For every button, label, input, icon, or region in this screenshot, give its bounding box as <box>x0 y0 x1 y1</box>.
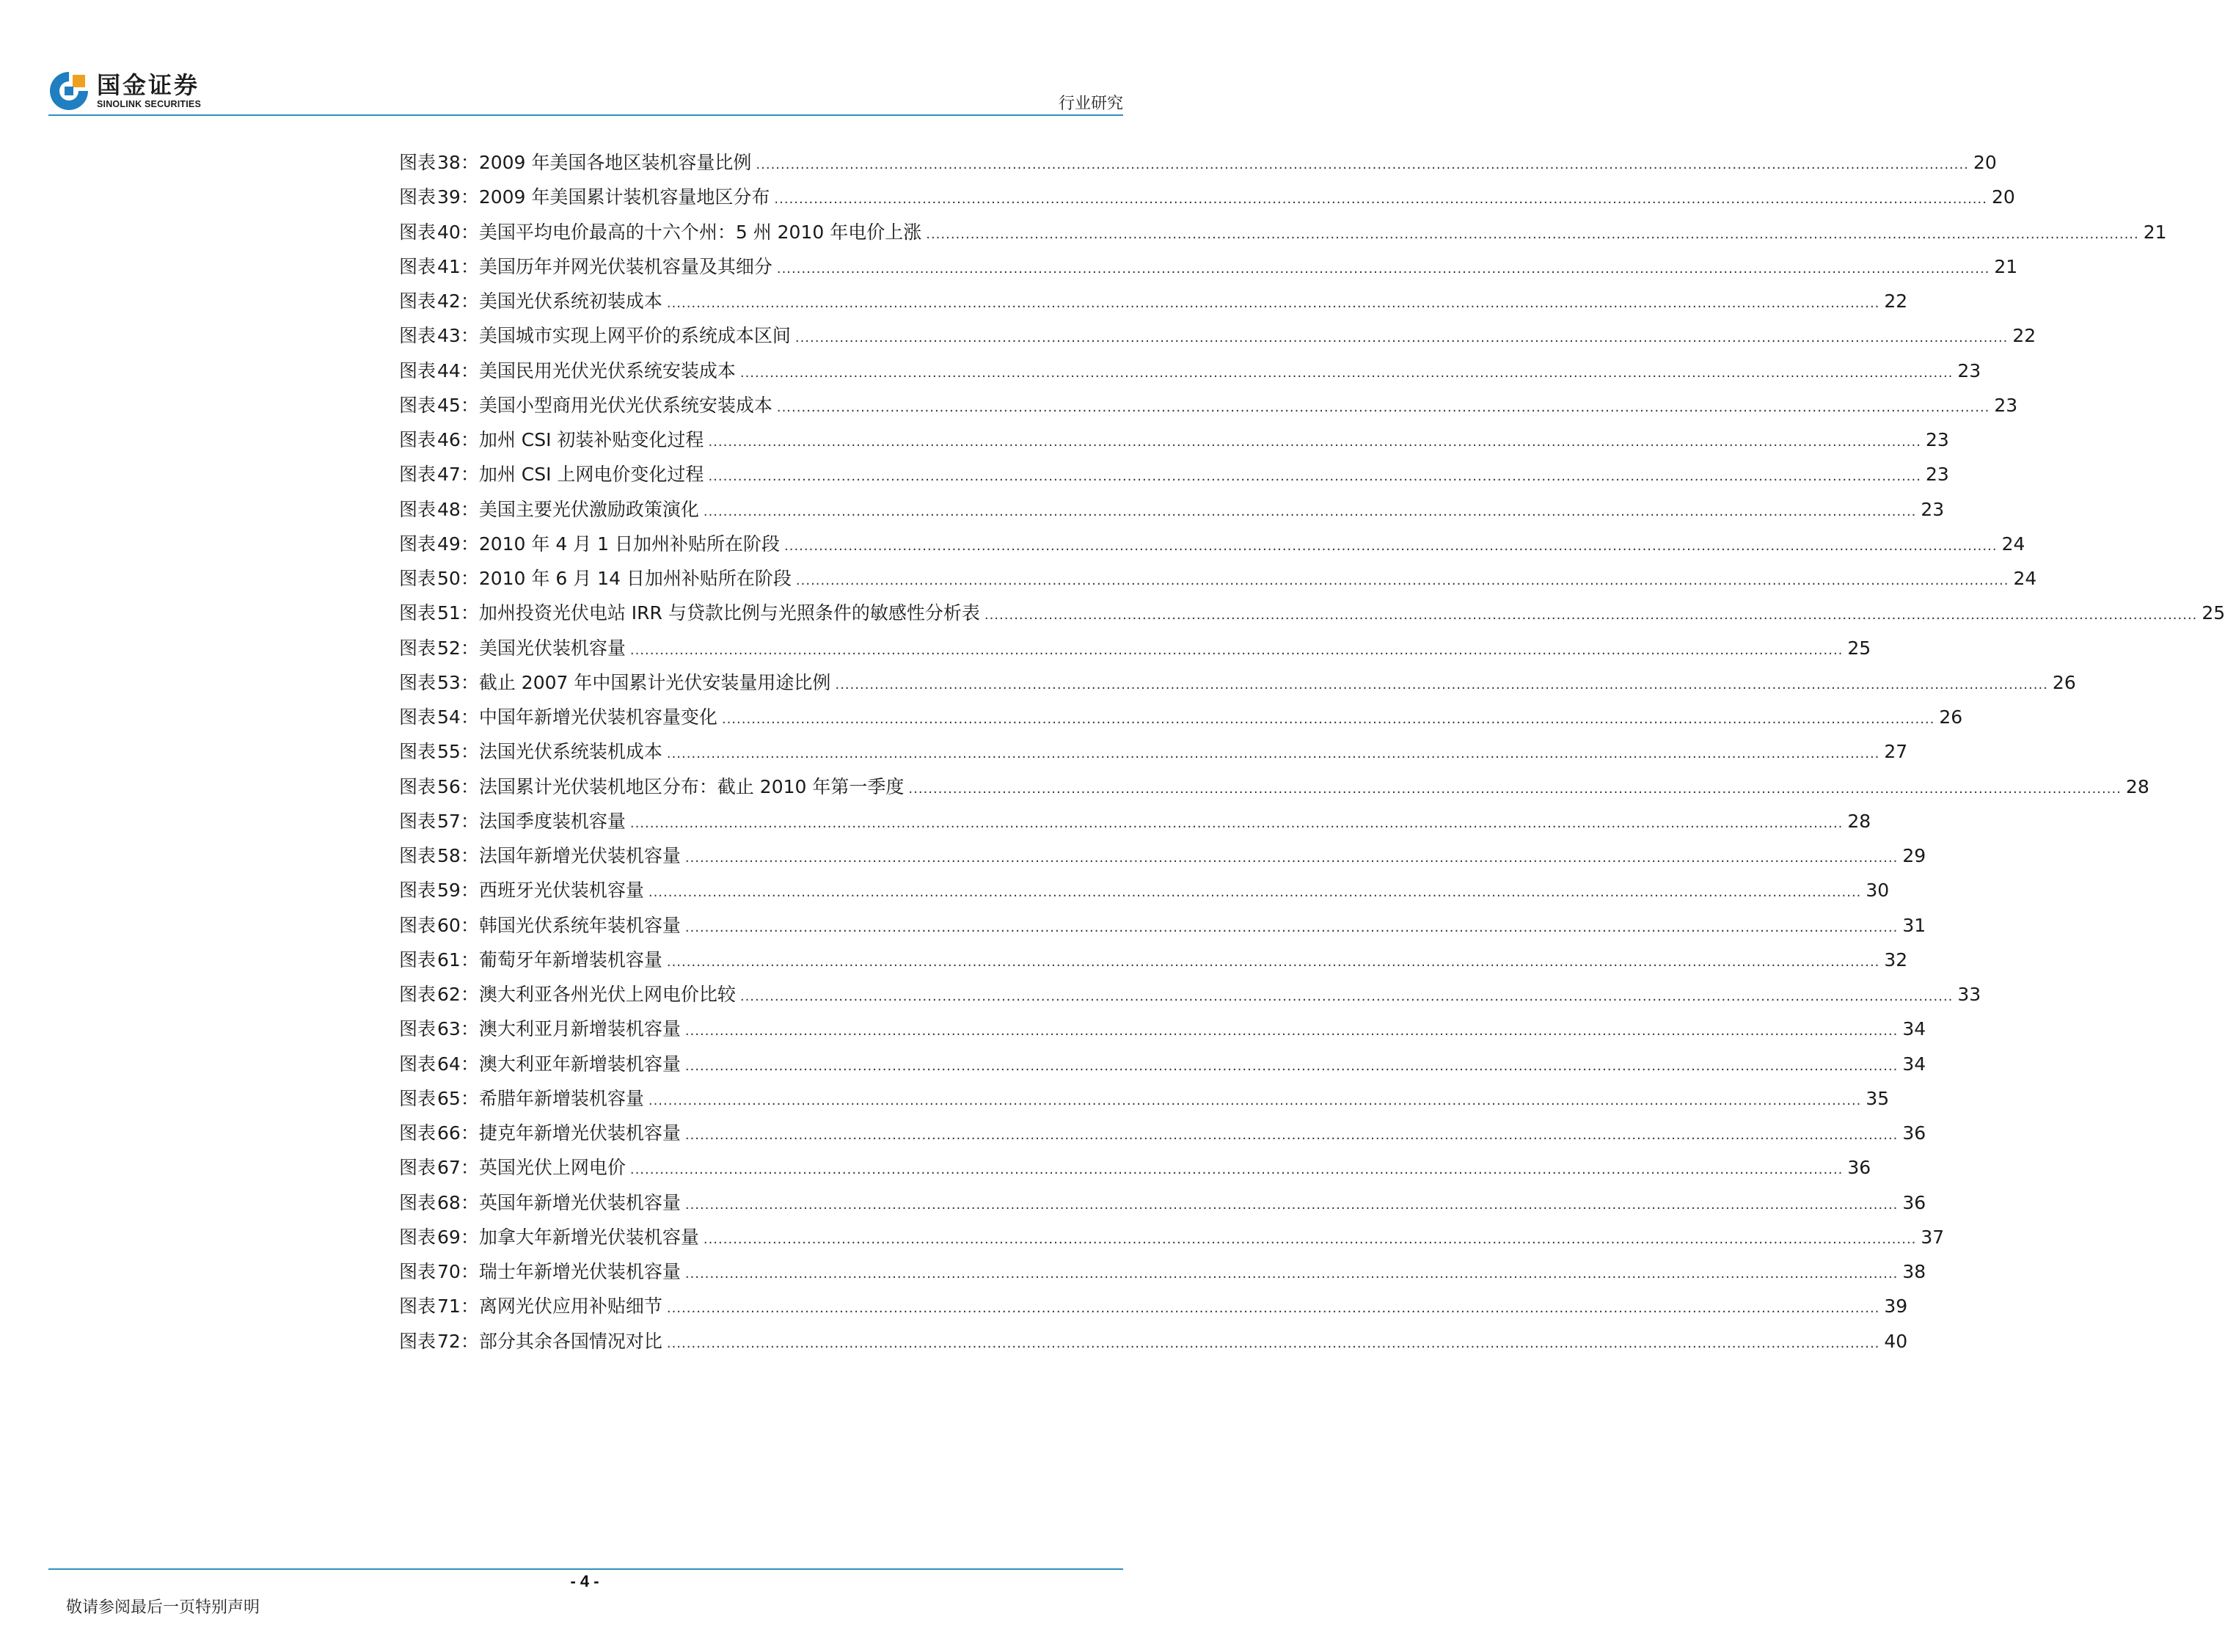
toc-entry[interactable] <box>399 908 1926 943</box>
toc-entry[interactable] <box>399 770 2149 804</box>
toc-entry[interactable] <box>399 284 1908 318</box>
toc-prefix-label: 图表 <box>399 290 436 312</box>
toc-leader-dots: ...................................................................................................................................................................................................................................................... <box>684 1266 1899 1282</box>
toc-entry-number: 48 <box>437 498 461 520</box>
toc-entry-page: 34 <box>1902 1053 1926 1075</box>
toc-entry[interactable] <box>399 665 2076 700</box>
page-header <box>0 0 1169 117</box>
toc-leader-dots: ...................................................................................................................................................................................................................................................... <box>684 850 1899 866</box>
toc-leader-dots: ...................................................................................................................................................................................................................................................... <box>629 1162 1844 1178</box>
toc-prefix-label: 图表 <box>399 949 436 971</box>
toc-entry-label: 图表62： <box>399 984 479 1005</box>
toc-leader-dots: ...................................................................................................................................................................................................................................................... <box>684 919 1899 935</box>
toc-entry-number: 66 <box>437 1122 461 1144</box>
toc-entry-label: 图表48： <box>399 498 479 520</box>
toc-entry-number: 41 <box>437 255 461 277</box>
toc-entry-title: 加州 CSI 初装补贴变化过程 <box>478 429 704 450</box>
toc-entry-page: 37 <box>1921 1226 1945 1248</box>
toc-entry-number: 46 <box>437 429 461 450</box>
toc-entry-page: 23 <box>1925 464 1949 486</box>
toc-entry-number: 54 <box>437 706 461 728</box>
toc-prefix-label: 图表 <box>399 706 436 728</box>
toc-entry[interactable] <box>399 318 2036 353</box>
toc-entry-title: 美国平均电价最高的十六个州：5 州 2010 年电价上涨 <box>478 221 922 243</box>
toc-entry-page: 34 <box>1902 1018 1926 1040</box>
toc-leader-dots: ...................................................................................................................................................................................................................................................... <box>703 1231 1917 1247</box>
toc-entry-page: 24 <box>2013 568 2037 589</box>
toc-entry-page: 21 <box>1994 255 2018 277</box>
toc-entry-label: 图表65： <box>399 1087 479 1109</box>
toc-leader-dots: ...................................................................................................................................................................................................................................................... <box>666 296 1880 311</box>
toc-entry-title: 离网光伏应用补贴细节 <box>478 1295 662 1317</box>
toc-entry-label: 图表71： <box>399 1295 479 1317</box>
toc-entry[interactable] <box>399 492 1945 527</box>
toc-entry-page: 23 <box>1957 359 1981 381</box>
toc-entry-title: 希腊年新增装机容量 <box>478 1087 644 1109</box>
toc-entry[interactable] <box>399 1324 1908 1359</box>
toc-entry[interactable] <box>399 1150 1871 1185</box>
toc-leader-dots: ...................................................................................................................................................................................................................................................... <box>739 365 1954 381</box>
toc-entry-label: 图表67： <box>399 1157 479 1179</box>
toc-entry-page: 28 <box>2125 775 2149 797</box>
toc-entry-page: 28 <box>1847 810 1871 832</box>
toc-leader-dots: ...................................................................................................................................................................................................................................................... <box>908 781 2122 797</box>
toc-entry[interactable] <box>399 1185 1926 1220</box>
toc-entry[interactable] <box>399 838 1926 873</box>
toc-entry-number: 63 <box>437 1018 461 1040</box>
toc-leader-dots: ...................................................................................................................................................................................................................................................... <box>774 191 1987 208</box>
toc-entry[interactable] <box>399 457 1949 491</box>
toc-leader-dots: ...................................................................................................................................................................................................................................................... <box>795 573 2009 588</box>
toc-prefix-label: 图表 <box>399 359 436 381</box>
toc-entry-page: 31 <box>1902 914 1926 936</box>
toc-entry-page: 21 <box>2143 221 2167 243</box>
toc-entry-label: 图表66： <box>399 1122 479 1144</box>
toc-leader-dots: ...................................................................................................................................................................................................................................................... <box>784 538 1998 554</box>
toc-entry-title: 捷克年新增光伏装机容量 <box>478 1122 681 1144</box>
toc-prefix-label: 图表 <box>399 1261 436 1282</box>
toc-entry-label: 图表45： <box>399 394 479 416</box>
toc-prefix-label: 图表 <box>399 1053 436 1075</box>
toc-entry-number: 39 <box>437 186 461 208</box>
toc-entry-page: 20 <box>1973 152 1997 173</box>
toc-leader-dots: ...................................................................................................................................................................................................................................................... <box>666 1301 1880 1317</box>
toc-prefix-label: 图表 <box>399 914 436 936</box>
toc-prefix-label: 图表 <box>399 255 436 277</box>
toc-entry-label: 图表52： <box>399 637 479 659</box>
toc-entry[interactable] <box>399 215 2167 249</box>
toc-entry-label: 图表72： <box>399 1330 479 1352</box>
toc-entry-title: 部分其余各国情况对比 <box>478 1330 662 1352</box>
toc-entry[interactable] <box>399 1289 1908 1323</box>
toc-entry-label: 图表41： <box>399 255 479 277</box>
toc-entry[interactable] <box>399 1254 1926 1289</box>
toc-entry-title: 2010 年 6 月 14 日加州补贴所在阶段 <box>478 568 792 589</box>
toc-entry-title: 中国年新增光伏装机容量变化 <box>478 706 717 728</box>
toc-entry-title: 澳大利亚各州光伏上网电价比较 <box>478 984 736 1005</box>
toc-leader-dots: ...................................................................................................................................................................................................................................................... <box>721 712 1935 727</box>
toc-entry[interactable] <box>399 249 2018 284</box>
toc-entry-label: 图表53： <box>399 671 479 693</box>
toc-leader-dots: ...................................................................................................................................................................................................................................................... <box>684 1058 1899 1074</box>
toc-entry-title: 截止 2007 年中国累计光伏安装量用途比例 <box>478 671 831 693</box>
toc-entry-label: 图表61： <box>399 949 479 971</box>
toc-entry-number: 62 <box>437 984 461 1005</box>
toc-entry-number: 53 <box>437 671 461 693</box>
toc-leader-dots: ...................................................................................................................................................................................................................................................... <box>708 469 1921 485</box>
toc-entry-label: 图表59： <box>399 880 479 902</box>
toc-prefix-label: 图表 <box>399 1295 436 1317</box>
toc-entry-number: 59 <box>437 880 461 902</box>
logo-english-name: SINOLINK SECURITIES <box>97 99 202 109</box>
toc-entry-page: 30 <box>1866 880 1890 902</box>
toc-entry-page: 36 <box>1847 1157 1871 1179</box>
toc-prefix-label: 图表 <box>399 533 436 555</box>
toc-entry-label: 图表58： <box>399 845 479 866</box>
toc-prefix-label: 图表 <box>399 810 436 832</box>
toc-entry-number: 49 <box>437 533 461 555</box>
toc-entry-title: 西班牙光伏装机容量 <box>478 880 644 902</box>
toc-leader-dots: ...................................................................................................................................................................................................................................................... <box>984 607 2198 624</box>
toc-entry[interactable] <box>399 388 2018 423</box>
footer-disclaimer: 敬请参阅最后一页特别声明 <box>66 1598 260 1617</box>
toc-entry-label: 图表39： <box>399 186 479 208</box>
toc-entry-number: 60 <box>437 914 461 936</box>
toc-entry-title: 瑞士年新增光伏装机容量 <box>478 1261 681 1282</box>
toc-prefix-label: 图表 <box>399 1087 436 1109</box>
toc-entry-page: 38 <box>1902 1261 1926 1282</box>
toc-entry-title: 美国民用光伏光伏系统安装成本 <box>478 359 736 381</box>
toc-entry[interactable] <box>399 734 1908 769</box>
toc-entry-title: 美国城市实现上网平价的系统成本区间 <box>478 325 791 347</box>
toc-prefix-label: 图表 <box>399 568 436 589</box>
toc-leader-dots: ...................................................................................................................................................................................................................................................... <box>703 503 1917 519</box>
toc-entry-label: 图表63： <box>399 1018 479 1040</box>
toc-leader-dots: ...................................................................................................................................................................................................................................................... <box>684 1127 1899 1143</box>
toc-entry-page: 39 <box>1884 1295 1908 1317</box>
toc-leader-dots: ...................................................................................................................................................................................................................................................... <box>708 434 1921 450</box>
toc-entry-title: 法国季度装机容量 <box>478 810 626 832</box>
toc-entry[interactable] <box>399 1047 1926 1081</box>
toc-entry[interactable] <box>399 943 1908 977</box>
toc-leader-dots: ...................................................................................................................................................................................................................................................... <box>794 330 2009 346</box>
toc-entry-label: 图表42： <box>399 290 479 312</box>
toc-entry[interactable] <box>399 631 1871 665</box>
toc-entry-number: 56 <box>437 775 461 797</box>
toc-entry-title: 美国主要光伏激励政策演化 <box>478 498 699 520</box>
toc-entry[interactable] <box>399 354 1981 388</box>
toc-entry-title: 加州投资光伏电站 IRR 与贷款比例与光照条件的敏感性分析表 <box>478 602 980 624</box>
toc-entry-page: 26 <box>1939 706 1963 728</box>
toc-entry-title: 加拿大年新增光伏装机容量 <box>478 1226 699 1248</box>
toc-entry-title: 葡萄牙年新增装机容量 <box>478 949 662 971</box>
toc-leader-dots: ...................................................................................................................................................................................................................................................... <box>756 157 1969 172</box>
toc-entry[interactable] <box>399 596 2225 630</box>
toc-entry-number: 51 <box>437 602 461 624</box>
toc-entry-number: 70 <box>437 1261 461 1282</box>
toc-entry-number: 47 <box>437 464 461 486</box>
toc-entry-number: 72 <box>437 1330 461 1352</box>
toc-entry-label: 图表69： <box>399 1226 479 1248</box>
toc-entry-title: 韩国光伏系统年装机容量 <box>478 914 681 936</box>
toc-entry-label: 图表47： <box>399 464 479 486</box>
toc-leader-dots: ...................................................................................................................................................................................................................................................... <box>739 989 1954 1004</box>
toc-entry-number: 38 <box>437 152 461 173</box>
toc-entry-title: 加州 CSI 上网电价变化过程 <box>478 464 704 486</box>
toc-entry[interactable] <box>399 180 2015 214</box>
toc-leader-dots: ...................................................................................................................................................................................................................................................... <box>666 1335 1880 1351</box>
toc-prefix-label: 图表 <box>399 221 436 243</box>
toc-entry-page: 23 <box>1925 429 1949 450</box>
toc-entry-number: 40 <box>437 221 461 243</box>
toc-prefix-label: 图表 <box>399 775 436 797</box>
toc-leader-dots: ...................................................................................................................................................................................................................................................... <box>776 260 1990 277</box>
toc-entry-title: 澳大利亚月新增装机容量 <box>478 1018 681 1040</box>
toc-prefix-label: 图表 <box>399 637 436 659</box>
header-divider <box>48 114 1123 116</box>
toc-entry-label: 图表38： <box>399 152 479 173</box>
toc-entry[interactable] <box>399 804 1871 838</box>
toc-prefix-label: 图表 <box>399 602 436 624</box>
toc-leader-dots: ...................................................................................................................................................................................................................................................... <box>776 399 1990 415</box>
toc-prefix-label: 图表 <box>399 429 436 450</box>
toc-entry[interactable] <box>399 423 1949 457</box>
toc-entry[interactable] <box>399 1081 1890 1116</box>
toc-entry-page: 25 <box>2202 602 2225 624</box>
toc-prefix-label: 图表 <box>399 984 436 1005</box>
toc-prefix-label: 图表 <box>399 464 436 486</box>
toc-entry-title: 美国光伏系统初装成本 <box>478 290 662 312</box>
toc-prefix-label: 图表 <box>399 1226 436 1248</box>
toc-entry-label: 图表55： <box>399 741 479 763</box>
footer-divider <box>48 1568 1123 1570</box>
toc-prefix-label: 图表 <box>399 845 436 866</box>
toc-entry-title: 美国小型商用光伏光伏系统安装成本 <box>478 394 772 416</box>
toc-entry-page: 36 <box>1902 1122 1926 1144</box>
toc-prefix-label: 图表 <box>399 1330 436 1352</box>
toc-entry-page: 32 <box>1884 949 1908 971</box>
toc-prefix-label: 图表 <box>399 152 436 173</box>
toc-prefix-label: 图表 <box>399 741 436 763</box>
toc-entry-label: 图表57： <box>399 810 479 832</box>
toc-prefix-label: 图表 <box>399 186 436 208</box>
toc-entry-label: 图表64： <box>399 1053 479 1075</box>
toc-prefix-label: 图表 <box>399 325 436 347</box>
toc-prefix-label: 图表 <box>399 1191 436 1213</box>
toc-leader-dots: ...................................................................................................................................................................................................................................................... <box>629 642 1844 658</box>
toc-entry-page: 24 <box>2001 533 2025 555</box>
toc-entry-label: 图表43： <box>399 325 479 347</box>
section-label: 行业研究 <box>1058 95 1123 113</box>
toc-entry-number: 61 <box>437 949 461 971</box>
page-number: - 4 - <box>570 1572 599 1590</box>
toc-entry-page: 33 <box>1957 984 1981 1005</box>
toc-entry[interactable] <box>399 1012 1926 1046</box>
toc-entry-page: 22 <box>2012 325 2036 347</box>
toc-entry-label: 图表60： <box>399 914 479 936</box>
toc-entry-title: 法国累计光伏装机地区分布：截止 2010 年第一季度 <box>478 775 905 797</box>
toc-entry-title: 美国历年并网光伏装机容量及其细分 <box>478 255 772 277</box>
toc-entry-number: 68 <box>437 1191 461 1213</box>
toc-entry-label: 图表68： <box>399 1191 479 1213</box>
toc-entry-page: 27 <box>1884 741 1908 763</box>
toc-entry-number: 64 <box>437 1053 461 1075</box>
toc-leader-dots: ...................................................................................................................................................................................................................................................... <box>684 1196 1899 1213</box>
toc-entry[interactable] <box>399 145 1997 180</box>
toc-leader-dots: ...................................................................................................................................................................................................................................................... <box>648 885 1862 901</box>
toc-prefix-label: 图表 <box>399 880 436 902</box>
toc-entry-title: 英国光伏上网电价 <box>478 1157 626 1179</box>
toc-entry-page: 26 <box>2052 671 2076 693</box>
toc-entry-page: 22 <box>1884 290 1908 312</box>
toc-entry-number: 69 <box>437 1226 461 1248</box>
toc-entry-number: 71 <box>437 1295 461 1317</box>
toc-prefix-label: 图表 <box>399 394 436 416</box>
toc-entry-number: 50 <box>437 568 461 589</box>
toc-entry-title: 英国年新增光伏装机容量 <box>478 1191 681 1213</box>
toc-entry-title: 2010 年 4 月 1 日加州补贴所在阶段 <box>478 533 781 555</box>
toc-entry-number: 52 <box>437 637 461 659</box>
toc-entry-page: 25 <box>1847 637 1871 659</box>
toc-entry-number: 58 <box>437 845 461 866</box>
toc-entry[interactable] <box>399 1220 1945 1254</box>
logo-chinese-name: 国金证券 <box>97 71 200 99</box>
toc-entry[interactable] <box>399 700 1963 734</box>
toc-entry-page: 36 <box>1902 1191 1926 1213</box>
toc-entry-label: 图表40： <box>399 221 479 243</box>
toc-entry-title: 2009 年美国累计装机容量地区分布 <box>478 186 770 208</box>
toc-leader-dots: ...................................................................................................................................................................................................................................................... <box>648 1092 1862 1108</box>
toc-entry-number: 45 <box>437 394 461 416</box>
toc-entry-label: 图表51： <box>399 602 479 624</box>
toc-entry-number: 44 <box>437 359 461 381</box>
toc-entry-number: 55 <box>437 741 461 763</box>
toc-entry-page: 23 <box>1994 394 2018 416</box>
toc-entry-label: 图表44： <box>399 359 479 381</box>
toc-prefix-label: 图表 <box>399 671 436 693</box>
toc-leader-dots: ...................................................................................................................................................................................................................................................... <box>835 676 2048 692</box>
toc-entry-label: 图表56： <box>399 775 479 797</box>
toc-entry-label: 图表70： <box>399 1261 479 1282</box>
toc-entry-title: 2009 年美国各地区装机容量比例 <box>478 152 752 173</box>
toc-entry-title: 法国光伏系统装机成本 <box>478 741 662 763</box>
toc-entry-label: 图表46： <box>399 429 479 450</box>
toc-entry[interactable] <box>399 561 2037 596</box>
toc-prefix-label: 图表 <box>399 1018 436 1040</box>
toc-entry-label: 图表50： <box>399 568 479 589</box>
toc-prefix-label: 图表 <box>399 498 436 520</box>
toc-prefix-label: 图表 <box>399 1122 436 1144</box>
toc-leader-dots: ...................................................................................................................................................................................................................................................... <box>666 954 1880 970</box>
toc-entry-page: 23 <box>1921 498 1945 520</box>
toc-prefix-label: 图表 <box>399 1157 436 1179</box>
toc-leader-dots: ...................................................................................................................................................................................................................................................... <box>629 815 1844 831</box>
toc-entry-number: 65 <box>437 1087 461 1109</box>
sinolink-logo-icon <box>48 70 89 112</box>
toc-leader-dots: ...................................................................................................................................................................................................................................................... <box>684 1023 1899 1039</box>
toc-entry-title: 法国年新增光伏装机容量 <box>478 845 681 866</box>
toc-entry[interactable] <box>399 977 1981 1012</box>
toc-entry-page: 20 <box>1991 186 2015 208</box>
toc-entry-page: 40 <box>1884 1330 1908 1352</box>
toc-entry-number: 67 <box>437 1157 461 1179</box>
toc-entry[interactable] <box>399 1116 1926 1150</box>
toc-entry-title: 澳大利亚年新增装机容量 <box>478 1053 681 1075</box>
toc-entry-number: 43 <box>437 325 461 347</box>
toc-entry-page: 29 <box>1902 845 1926 866</box>
toc-entry-page: 35 <box>1866 1087 1890 1109</box>
toc-entry-label: 图表54： <box>399 706 479 728</box>
toc-entry[interactable] <box>399 527 2025 561</box>
toc-leader-dots: ...................................................................................................................................................................................................................................................... <box>666 746 1880 762</box>
toc-entry[interactable] <box>399 873 1890 907</box>
company-logo <box>48 70 201 112</box>
toc-entry-number: 42 <box>437 290 461 312</box>
toc-leader-dots: ...................................................................................................................................................................................................................................................... <box>926 226 2139 242</box>
figure-list <box>399 145 2225 1359</box>
toc-entry-label: 图表49： <box>399 533 479 555</box>
toc-entry-number: 57 <box>437 810 461 832</box>
toc-entry-title: 美国光伏装机容量 <box>478 637 626 659</box>
